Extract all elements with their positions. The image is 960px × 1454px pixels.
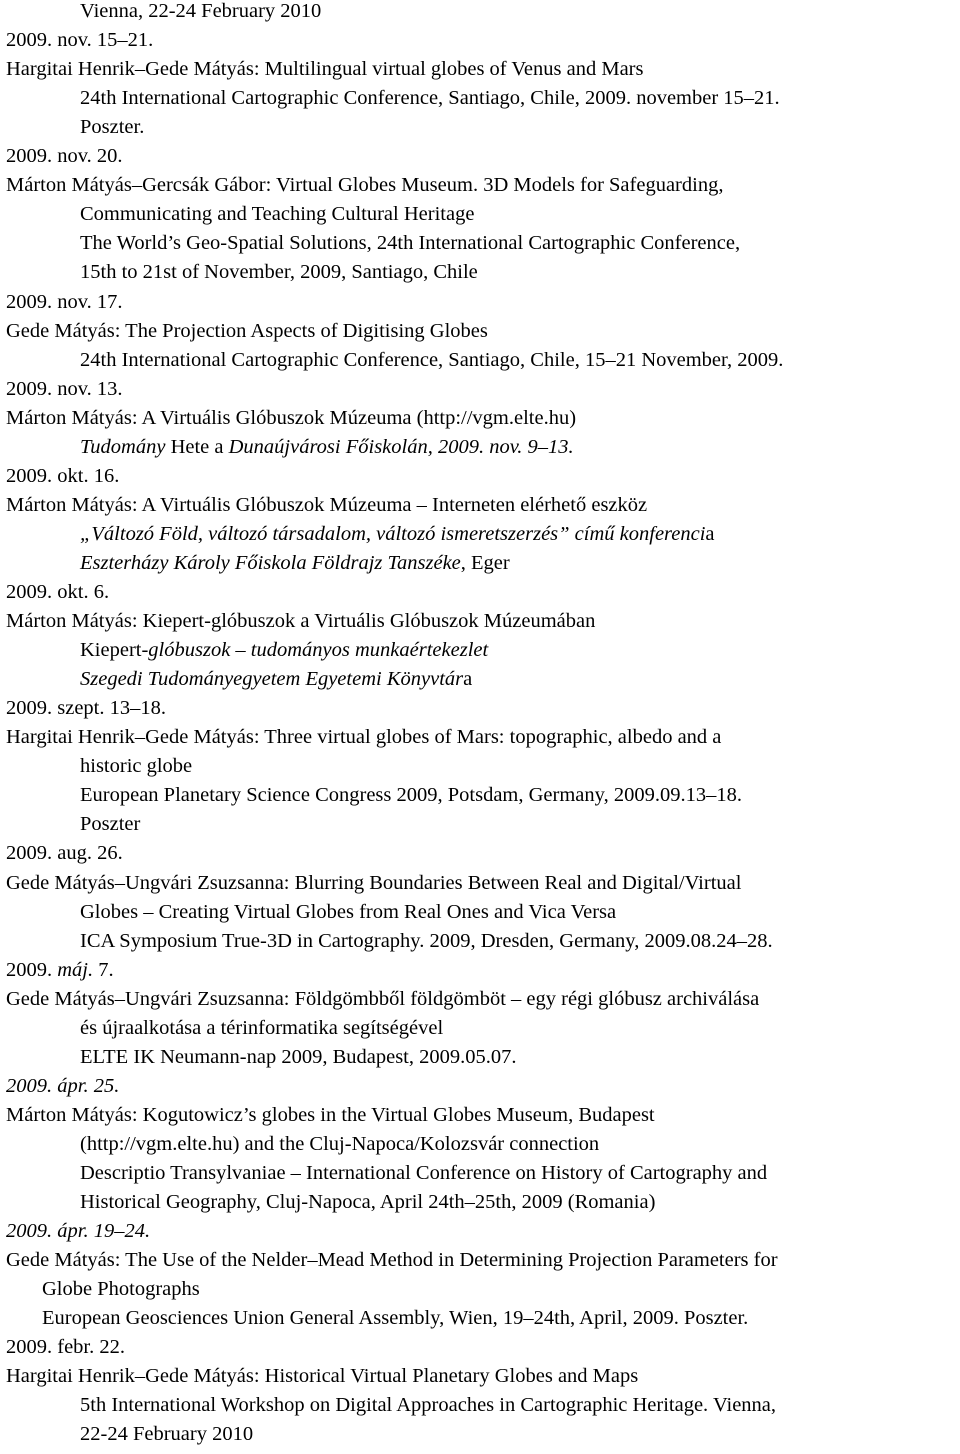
entry-detail-line: [80, 781, 742, 810]
entry-detail-line: [80, 636, 488, 665]
text-segment: a: [705, 522, 715, 545]
entry-detail-line: [80, 752, 192, 781]
entry-line: [6, 171, 723, 200]
text-segment: 2009. aug. 26.: [6, 842, 123, 865]
entry-detail-line: [80, 1391, 776, 1420]
italic-text-segment: máj.: [57, 958, 94, 981]
italic-text-segment: „Változó Föld, változó társadalom, változó ismeretszerzés” című konferenci: [80, 522, 706, 545]
text-segment: 24th International Cartographic Conference, Santiago, Chile, 2009. november 15–21.: [80, 87, 780, 110]
text-segment: 2009. nov. 15–21.: [6, 29, 154, 52]
text-segment: Márton Mátyás: Kiepert-glóbuszok a Virtuális Glóbuszok Múzeumában: [6, 610, 596, 633]
text-segment: Gede Mátyás–Ungvári Zsuzsanna: Földgömbből földgömböt – egy régi glóbusz archiválása: [6, 987, 760, 1010]
text-segment: Márton Mátyás–Gercsák Gábor: Virtual Globes Museum. 3D Models for Safeguarding,: [6, 174, 724, 197]
entry-detail-line: [80, 549, 510, 578]
text-segment: (http://vgm.elte.hu) and the Cluj-Napoca/Kolozsvár connection: [80, 1132, 600, 1155]
text-segment: Poszter.: [80, 116, 145, 139]
text-segment: Hargitai Henrik–Gede Mátyás: Multilingual virtual globes of Venus and Mars: [6, 58, 644, 81]
entry-detail-line: [80, 1188, 655, 1217]
text-segment: ICA Symposium True-3D in Cartography. 2009, Dresden, Germany, 2009.08.24–28.: [80, 929, 773, 952]
entry-detail-line: [80, 113, 144, 142]
text-segment: Communicating and Teaching Cultural Heritage: [80, 203, 475, 226]
text-segment: Hargitai Henrik–Gede Mátyás: Three virtual globes of Mars: topographic, albedo and a: [6, 726, 722, 749]
text-segment: 2009. okt. 16.: [6, 464, 120, 487]
text-segment: Descriptio Transylvaniae – International Conference on History of Cartography and: [80, 1162, 768, 1184]
entry-line: [6, 956, 114, 985]
text-segment: a: [463, 668, 473, 691]
entry-line: [6, 142, 123, 171]
entry-line: [6, 1217, 150, 1246]
entry-line: [6, 288, 123, 317]
text-segment: 7.: [93, 958, 114, 981]
text-segment: Vienna, 22-24 February 2010: [80, 0, 322, 22]
text-segment: Gede Mátyás–Ungvári Zsuzsanna: Blurring Boundaries Between Real and Digital/Virtual: [6, 871, 742, 894]
entry-line: [6, 462, 119, 491]
entry-detail-line: [42, 1304, 748, 1333]
entry-detail-line: [80, 0, 321, 26]
text-segment: Historical Geography, Cluj-Napoca, April 24th–25th, 2009 (Romania): [80, 1191, 656, 1214]
entry-line: [6, 26, 153, 55]
entry-detail-line: [80, 1043, 517, 1072]
text-segment: 2009. febr. 22.: [6, 1336, 125, 1359]
entry-line: [6, 607, 595, 636]
text-segment: 2009. nov. 20.: [6, 145, 123, 168]
text-segment: ELTE IK Neumann-nap 2009, Budapest, 2009.05.07.: [80, 1045, 517, 1068]
entry-line: [6, 1101, 655, 1130]
text-segment: Gede Mátyás: The Use of the Nelder–Mead Method in Determining Projection Parameters for: [6, 1249, 778, 1272]
entry-line: [6, 375, 123, 404]
text-segment: European Planetary Science Congress 2009, Potsdam, Germany, 2009.09.13–18.: [80, 784, 742, 807]
italic-text-segment: Tudomány: [80, 435, 166, 458]
text-segment: The World’s Geo-Spatial Solutions, 24th International Cartographic Conference,: [80, 232, 741, 255]
entry-detail-line: [80, 258, 478, 287]
entry-line: [6, 1072, 119, 1101]
entry-line: [6, 1362, 638, 1391]
entry-line: [6, 985, 759, 1014]
italic-text-segment: 2009. ápr. 19–24.: [6, 1220, 151, 1243]
entry-detail-line: [80, 229, 740, 258]
text-segment: 2009. nov. 13.: [6, 377, 123, 400]
text-segment: European Geosciences Union General Assembly, Wien, 19–24th, April, 2009. Poszter.: [42, 1307, 749, 1330]
entry-detail-line: [80, 927, 773, 956]
text-segment: 5th International Workshop on Digital Approaches in Cartographic Heritage. Vienna,: [80, 1394, 777, 1417]
text-segment: Globes – Creating Virtual Globes from Real Ones and Vica Versa: [80, 900, 617, 923]
entry-detail-line: [42, 1275, 200, 1304]
text-segment: 2009. nov. 17.: [6, 290, 123, 313]
entry-detail-line: [80, 1130, 599, 1159]
entry-line: [6, 1246, 778, 1275]
text-segment: és újraalkotása a térinformatika segítségével: [80, 1016, 444, 1039]
entry-detail-line: [80, 810, 140, 839]
entry-line: [6, 694, 166, 723]
text-segment: Márton Mátyás: Kogutowicz’s globes in the Virtual Globes Museum, Budapest: [6, 1103, 655, 1126]
entry-line: [6, 869, 741, 898]
text-segment: historic globe: [80, 755, 193, 778]
entry-detail-line: [80, 1159, 767, 1188]
italic-text-segment: Dunaújvárosi Főiskolán, 2009. nov. 9–13.: [228, 435, 574, 458]
text-segment: 2009. szept. 13–18.: [6, 697, 166, 720]
entry-detail-line: [80, 1014, 443, 1043]
text-segment: Poszter: [80, 813, 141, 836]
text-segment: Márton Mátyás: A Virtuális Glóbuszok Múzeuma (http://vgm.elte.hu): [6, 406, 577, 429]
text-segment: Márton Mátyás: A Virtuális Glóbuszok Múzeuma – Interneten elérhető eszköz: [6, 493, 648, 516]
text-segment: Hete a: [165, 435, 229, 458]
entry-line: [6, 55, 643, 84]
text-segment: 2009. okt. 6.: [6, 581, 110, 603]
text-segment: 22-24 February 2010: [80, 1423, 254, 1446]
entry-line: [6, 1333, 125, 1362]
entry-detail-line: [80, 346, 783, 375]
italic-text-segment: 2009. ápr. 25.: [6, 1074, 120, 1097]
entry-line: [6, 578, 109, 607]
entry-line: [6, 839, 123, 868]
entry-line: [6, 491, 647, 520]
entry-detail-line: [80, 1420, 253, 1449]
entry-line: [6, 404, 576, 433]
entry-line: [6, 317, 488, 346]
entry-line: [6, 723, 721, 752]
text-segment: Globe Photographs: [42, 1278, 200, 1301]
entry-detail-line: [80, 433, 574, 462]
text-segment: 24th International Cartographic Conference, Santiago, Chile, 15–21 November, 2009.: [80, 348, 784, 371]
text-segment: 15th to 21st of November, 2009, Santiago, Chile: [80, 261, 478, 284]
entry-detail-line: [80, 898, 616, 927]
italic-text-segment: Szegedi Tudományegyetem Egyetemi Könyvtár: [80, 668, 464, 691]
text-segment: Gede Mátyás: The Projection Aspects of Digitising Globes: [6, 319, 488, 342]
italic-text-segment: glóbuszok – tudományos munkaértekezlet: [148, 639, 489, 662]
entry-detail-line: [80, 665, 472, 694]
entry-detail-line: [80, 200, 474, 229]
text-segment: 2009.: [6, 958, 58, 981]
italic-text-segment: Eszterházy Károly Főiskola Földrajz Tanszéke: [80, 551, 461, 574]
text-segment: , Eger: [460, 551, 510, 574]
text-segment: Kiepert-: [80, 639, 149, 662]
entry-detail-line: [80, 520, 715, 549]
text-segment: Hargitai Henrik–Gede Mátyás: Historical Virtual Planetary Globes and Maps: [6, 1365, 639, 1388]
entry-detail-line: [80, 84, 780, 113]
